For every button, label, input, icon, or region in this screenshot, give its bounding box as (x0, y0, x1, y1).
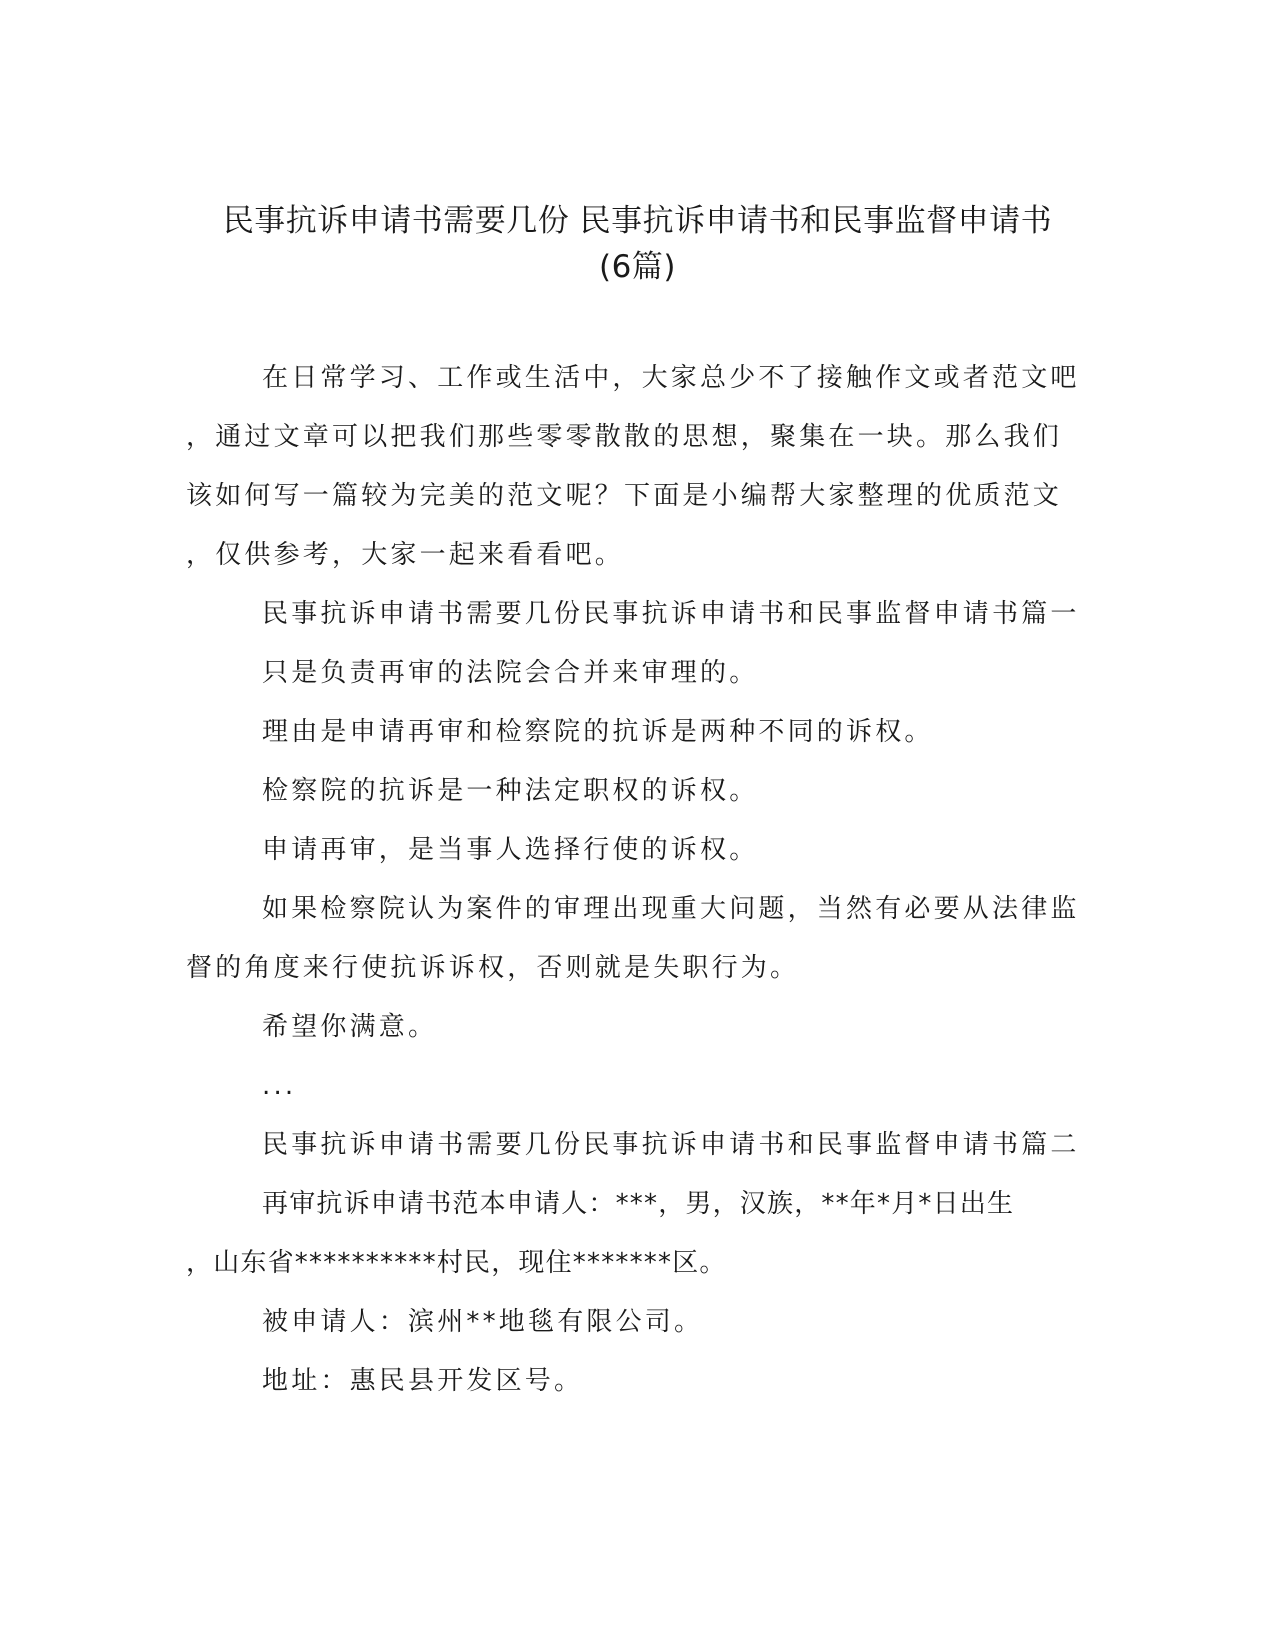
paragraph-line: 希望你满意。 (262, 1012, 438, 1042)
section-heading: 民事抗诉申请书需要几份民事抗诉申请书和民事监督申请书篇二 (262, 1130, 1080, 1160)
document-title (150, 198, 1125, 290)
paragraph-line: ，通过文章可以把我们那些零零散散的思想，聚集在一块。那么我们 (186, 422, 1063, 452)
paragraph-line: 在日常学习、工作或生活中，大家总少不了接触作文或者范文吧 (262, 363, 1080, 393)
paragraph-line: 申请再审，是当事人选择行使的诉权。 (262, 835, 759, 865)
paragraph-line: 再审抗诉申请书范本申请人：***，男，汉族，**年*月*日出生 (262, 1189, 1015, 1219)
paragraph-line: 理由是申请再审和检察院的抗诉是两种不同的诉权。 (262, 717, 934, 747)
paragraph-line: 督的角度来行使抗诉诉权，否则就是失职行为。 (186, 953, 800, 983)
ellipsis: ... (262, 1071, 297, 1101)
title-line-1: 民事抗诉申请书需要几份 民事抗诉申请书和民事监督申请书 (222, 203, 1053, 239)
paragraph-line: ，仅供参考，大家一起来看看吧。 (186, 540, 625, 570)
paragraph-line: 只是负责再审的法院会合并来审理的。 (262, 658, 759, 688)
paragraph-line: 检察院的抗诉是一种法定职权的诉权。 (262, 776, 759, 806)
paragraph-line: ，山东省**********村民，现住*******区。 (186, 1248, 727, 1278)
paragraph-line: 该如何写一篇较为完美的范文呢？下面是小编帮大家整理的优质范文 (186, 481, 1063, 511)
paragraph-line: 如果检察院认为案件的审理出现重大问题，当然有必要从法律监 (262, 894, 1080, 924)
paragraph-line: 地址：惠民县开发区号。 (262, 1366, 584, 1396)
paragraph-line: 被申请人：滨州**地毯有限公司。 (262, 1307, 704, 1337)
title-line-2: (6篇) (599, 249, 676, 285)
section-heading: 民事抗诉申请书需要几份民事抗诉申请书和民事监督申请书篇一 (262, 599, 1080, 629)
